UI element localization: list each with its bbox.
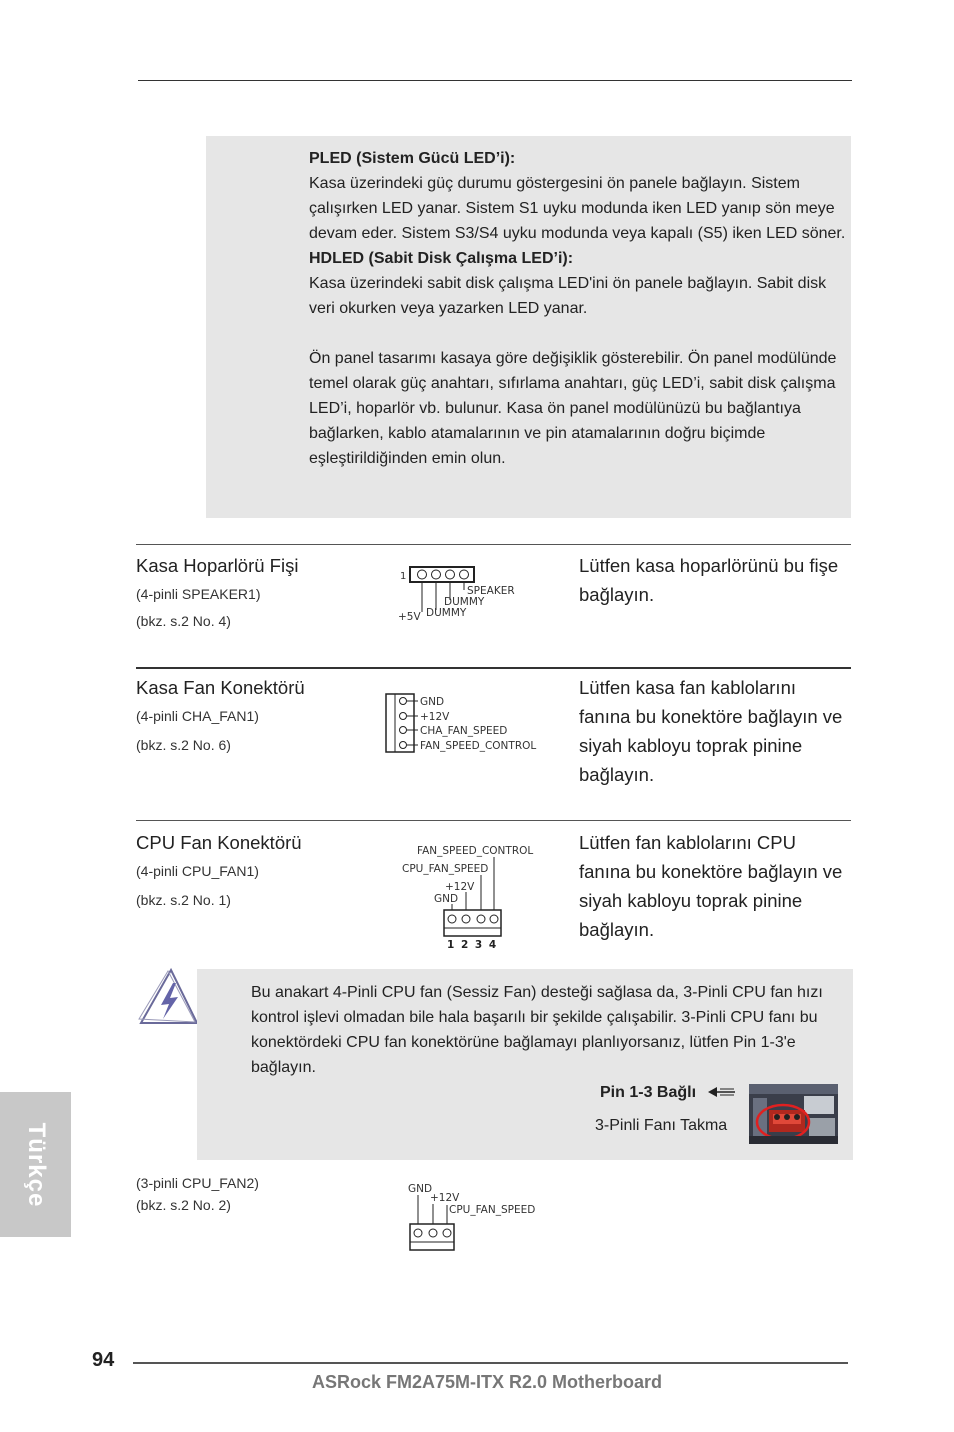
cha-12v-label: +12V — [420, 711, 450, 723]
speaker-ref: (bkz. s.2 No. 4) — [136, 613, 231, 629]
cha-fan-pins: (4-pinli CHA_FAN1) — [136, 708, 259, 724]
cpu-fan-ref: (bkz. s.2 No. 1) — [136, 892, 231, 908]
speaker-desc: Lütfen kasa hoparlörünü bu fişe bağlayın. — [579, 555, 839, 605]
cha-fan-speed-control-label: FAN_SPEED_CONTROL — [420, 740, 537, 752]
cha-fan-ref: (bkz. s.2 No. 6) — [136, 737, 231, 753]
cpu2-fan-speed-label: CPU_FAN_SPEED — [449, 1204, 536, 1216]
dummy-label-2: DUMMY — [426, 607, 467, 619]
cpu-12v-label: +12V — [445, 881, 475, 893]
top-rule — [138, 80, 852, 81]
speaker-header-diagram — [395, 562, 535, 624]
cpu-fan-speed-label: CPU_FAN_SPEED — [402, 863, 489, 875]
language-tab-label: Türkçe — [22, 1122, 50, 1207]
note-text: Bu anakart 4-Pinli CPU fan (Sessiz Fan) desteği sağlasa da, 3-Pinli CPU fan hızı kontrol işlevi olmadan bile hala başarılı bir şekilde çalışabilir. 3-Pinli CPU fanı bu konektördeki CPU fan konektörüne bağlamayı planlıyorsanız, lütfen Pin 1-3'e bağlayın. — [251, 984, 823, 1076]
language-side-tab — [0, 1092, 71, 1237]
speaker-label: SPEAKER — [467, 585, 515, 597]
front-panel-info-box — [206, 136, 851, 518]
cpu2-gnd-label: GND — [408, 1183, 433, 1195]
cpu2-12v-label: +12V — [430, 1192, 460, 1204]
cpu-fan-desc: Lütfen fan kablolarını CPU fanına bu konektöre bağlayın ve siyah kabloyu toprak pinine bağlayın. — [579, 832, 843, 940]
speaker-title: Kasa Hoparlörü Fişi — [136, 555, 299, 576]
plus5v-label: +5V — [398, 611, 421, 623]
cha-fan-desc: Lütfen kasa fan kablolarını fanına bu konektöre bağlayın ve siyah kabloyu toprak pinine bağlayın. — [579, 677, 843, 785]
footer-rule — [133, 1362, 848, 1364]
page-number: 94 — [92, 1349, 115, 1371]
cpu-fan2-ref: (bkz. s.2 No. 2) — [136, 1197, 231, 1213]
speaker-pins: (4-pinli SPEAKER1) — [136, 586, 261, 602]
speaker-rule — [136, 544, 851, 545]
cpu-fan-note-box — [197, 969, 853, 1160]
cha-fan-speed-label: CHA_FAN_SPEED — [420, 725, 508, 737]
hdled-text: Kasa üzerindeki sabit disk çalışma LED'ini ön panele bağlayın. Sabit disk veri okurken veya yazarken LED yanar. — [309, 275, 827, 317]
cha-fan-title: Kasa Fan Konektörü — [136, 677, 305, 698]
footer-title: ASRock FM2A75M-ITX R2.0 Motherboard — [312, 1372, 663, 1392]
cpu-fan-header-diagram — [398, 840, 538, 952]
cpu-pin-numbers: 1 2 3 4 — [447, 939, 497, 951]
cpu-fan-title: CPU Fan Konektörü — [136, 832, 302, 853]
cpu-fan-pins: (4-pinli CPU_FAN1) — [136, 863, 259, 879]
3pin-fan-label: 3-Pinli Fanı Takma — [595, 1117, 728, 1134]
cpu-gnd-label: GND — [434, 893, 459, 905]
panel-note: Ön panel tasarımı kasaya göre değişiklik gösterebilir. Ön panel modülünde temel olarak güç anahtarı, sıfırlama anahtarı, güç LED’i, sabit disk çalışma LED’i, hoparlör vb. bulunur. Kasa ön panel modülünüzü bu bağlantıya bağlarken, kablo atamalarının ve pin atamalarının doğru biçimde eşleştirildiğinden emin olun. — [309, 350, 837, 467]
cpu-fan2-pins: (3-pinli CPU_FAN2) — [136, 1175, 259, 1191]
cpu-fan-speed-control-label: FAN_SPEED_CONTROL — [417, 845, 534, 857]
pled-title: PLED (Sistem Gücü LED’i): — [309, 150, 516, 167]
cha-fan-rule — [136, 667, 851, 669]
cpu-fan-rule — [136, 820, 851, 821]
cha-fan-header-diagram — [383, 690, 553, 756]
cha-gnd-label: GND — [420, 696, 445, 708]
dummy-label-1: DUMMY — [444, 596, 485, 608]
hdled-title: HDLED (Sabit Disk Çalışma LED’i): — [309, 250, 574, 267]
pin13-label: Pin 1-3 Bağlı — [600, 1084, 697, 1101]
caution-lightning-icon — [137, 967, 199, 1027]
pled-text: Kasa üzerindeki güç durumu göstergesini ön panele bağlayın. Sistem çalışırken LED yanar. Sistem S1 uyku modunda iken LED yanıp sön meye devam eder. Sistem S3/S4 uyku modunda veya kapalı (S5) iken LED söner. — [309, 175, 846, 242]
fan-connector-photo — [749, 1084, 838, 1144]
arrow-left-icon — [708, 1085, 736, 1099]
cpu-fan2-header-diagram — [404, 1180, 544, 1252]
speaker-pin1-label: 1 — [400, 571, 407, 582]
